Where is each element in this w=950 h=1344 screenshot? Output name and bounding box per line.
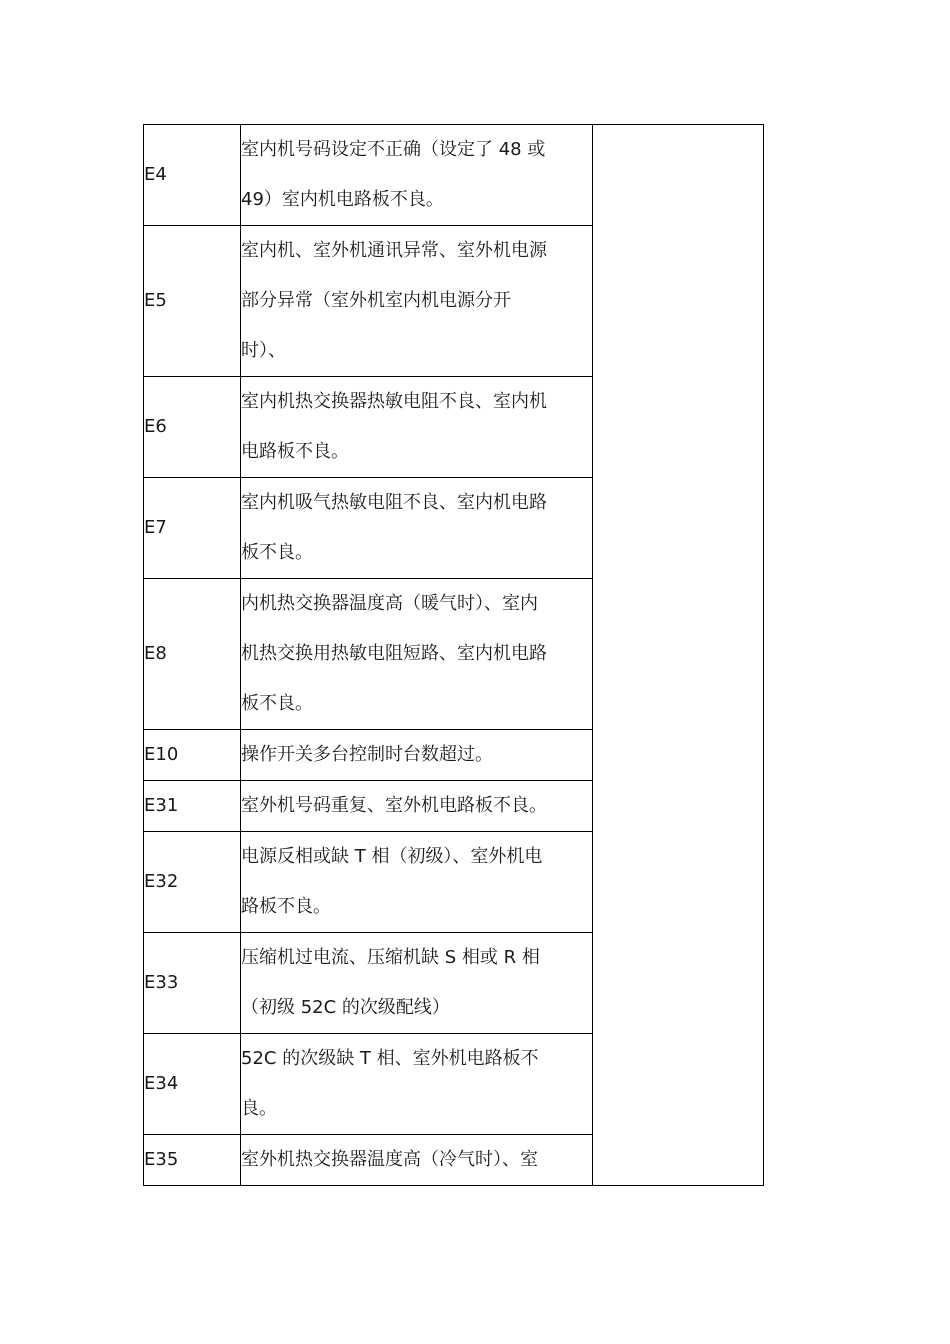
error-description (241, 1034, 593, 1135)
error-code: E7 (144, 478, 241, 579)
description-line: 室外机热交换器温度高（冷气时）、室 (241, 1149, 538, 1170)
description-line: 室内机号码设定不正确（设定了 48 或 (241, 139, 546, 160)
description-line: 压缩机过电流、压缩机缺 S 相或 R 相 (241, 947, 540, 968)
description-line: 电路板不良。 (241, 441, 349, 462)
description-line: 室内机热交换器热敏电阻不良、室内机 (241, 391, 547, 412)
error-description (241, 933, 593, 1034)
error-code: E4 (144, 125, 241, 226)
error-description (241, 226, 593, 377)
error-code: E31 (144, 781, 241, 832)
description-line: 板不良。 (241, 542, 313, 563)
error-code: E6 (144, 377, 241, 478)
description-line: 室内机吸气热敏电阻不良、室内机电路 (241, 492, 547, 513)
description-line: （初级 52C 的次级配线） (241, 997, 450, 1018)
error-description (241, 730, 593, 781)
error-code: E32 (144, 832, 241, 933)
error-code: E8 (144, 579, 241, 730)
error-description (241, 125, 593, 226)
description-line: 室内机、室外机通讯异常、室外机电源 (241, 240, 547, 261)
description-line: 良。 (241, 1098, 277, 1119)
description-line: 52C 的次级缺 T 相、室外机电路板不 (241, 1048, 539, 1069)
description-line: 操作开关多台控制时台数超过。 (241, 744, 493, 765)
error-description (241, 781, 593, 832)
description-line: 内机热交换器温度高（暖气时）、室内 (241, 593, 538, 614)
description-line: 部分异常（室外机室内机电源分开 (241, 290, 511, 311)
error-description (241, 832, 593, 933)
description-line: 机热交换用热敏电阻短路、室内机电路 (241, 643, 547, 664)
error-code-table (143, 124, 764, 1186)
error-code: E35 (144, 1135, 241, 1186)
description-line: 板不良。 (241, 693, 313, 714)
error-description (241, 377, 593, 478)
description-line: 路板不良。 (241, 896, 331, 917)
error-code: E5 (144, 226, 241, 377)
error-description (241, 478, 593, 579)
description-line: 时）、 (241, 340, 286, 361)
error-description (241, 1135, 593, 1186)
table-row (144, 125, 764, 226)
description-line: 室外机号码重复、室外机电路板不良。 (241, 795, 547, 816)
description-line: 49）室内机电路板不良。 (241, 189, 444, 210)
error-description (241, 579, 593, 730)
error-code: E33 (144, 933, 241, 1034)
notes-column (593, 125, 764, 1186)
description-line: 电源反相或缺 T 相（初级）、室外机电 (241, 846, 543, 867)
error-code: E34 (144, 1034, 241, 1135)
error-code: E10 (144, 730, 241, 781)
